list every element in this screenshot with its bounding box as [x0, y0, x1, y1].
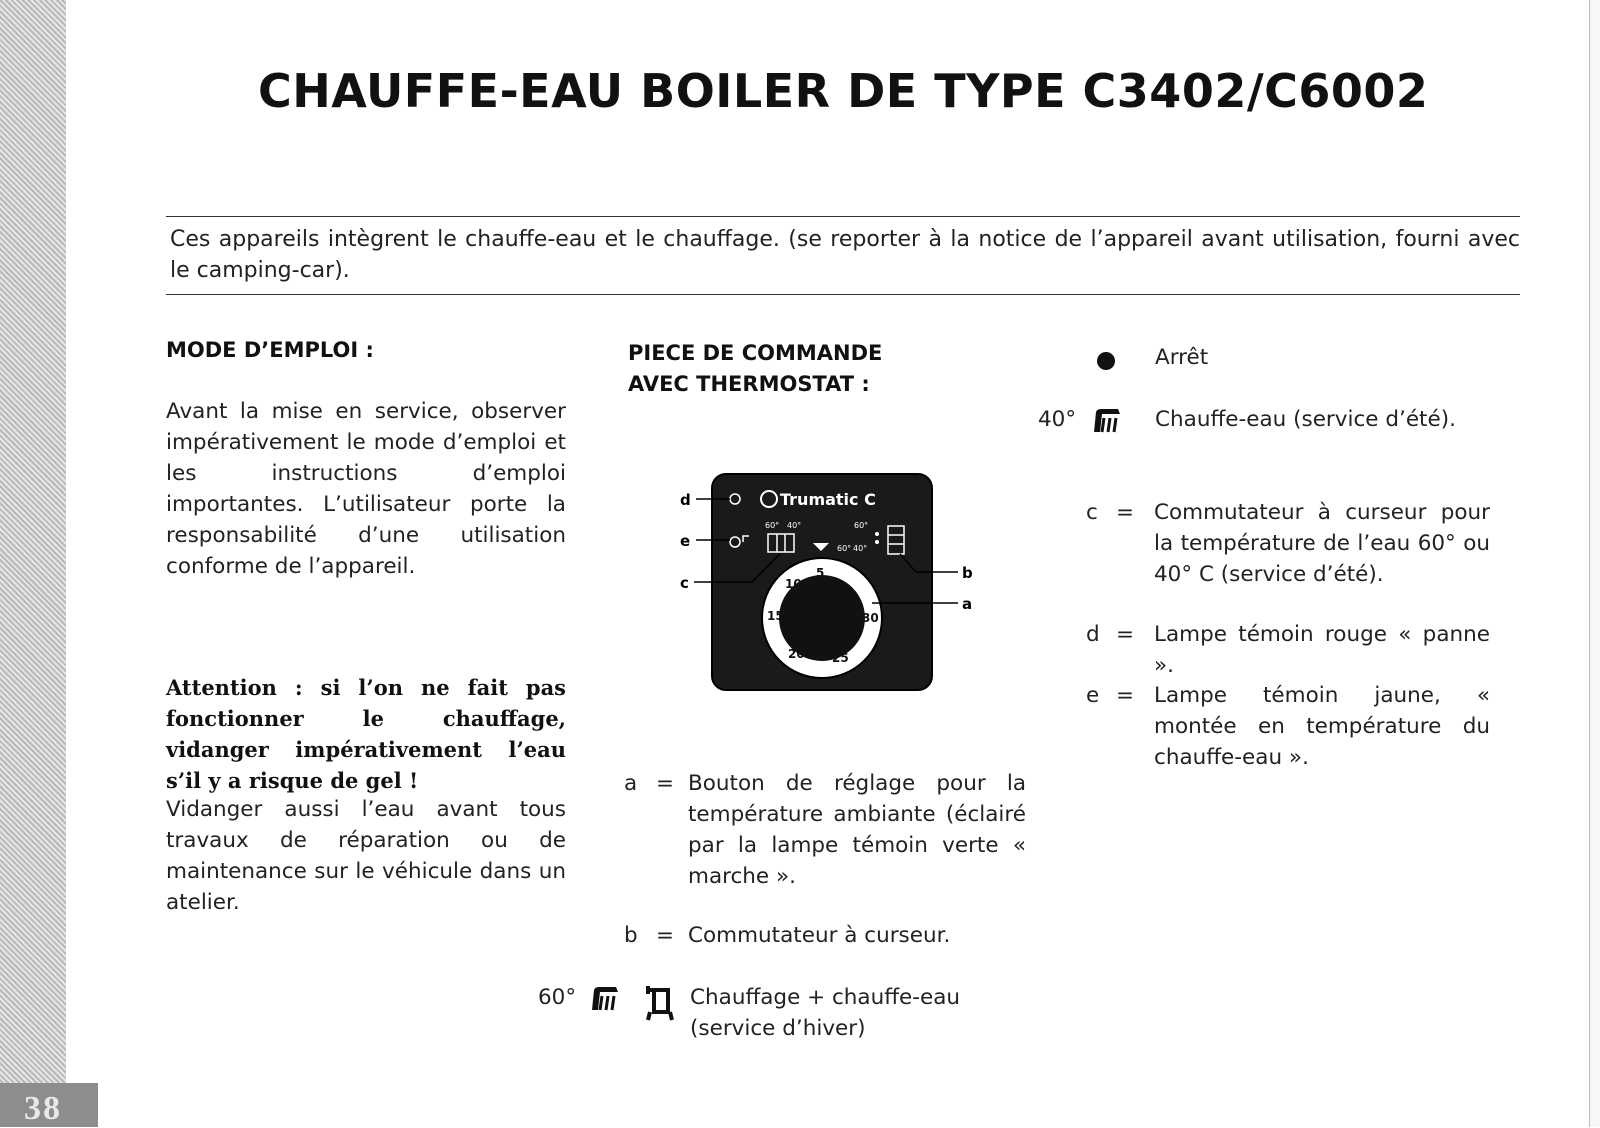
legend-b-key: b	[624, 923, 638, 948]
page-right-edge	[1589, 0, 1600, 1127]
page-title: CHAUFFE-EAU BOILER DE TYPE C3402/C6002	[258, 64, 1429, 118]
winter-text-2: (service d’hiver)	[690, 1016, 866, 1041]
legend-d-eq: =	[1116, 622, 1135, 647]
legend-e-key: e	[1086, 683, 1100, 708]
legend-d	[1086, 619, 1490, 678]
piece-commande-heading-1: PIECE DE COMMANDE	[628, 341, 883, 365]
intro-bottom-rule	[166, 294, 1520, 295]
switch-c-temp-60: 60°	[765, 521, 780, 530]
legend-a	[624, 768, 1028, 898]
callout-c: c	[680, 574, 689, 592]
winter-temp: 60°	[538, 985, 577, 1010]
legend-e-text: Lampe témoin jaune, « montée en température du chauffe-eau ».	[1154, 683, 1490, 770]
dial-mark-15: 15	[767, 609, 784, 623]
shower-icon	[588, 984, 622, 1014]
control-panel-diagram	[680, 470, 1000, 710]
legend-c-key: c	[1086, 500, 1098, 525]
legend-d-text: Lampe témoin rouge « panne ».	[1154, 622, 1490, 678]
summer-text: Chauffe-eau (service d’été).	[1155, 407, 1456, 432]
legend-d-key: d	[1086, 622, 1100, 647]
legend-c	[1086, 497, 1490, 597]
legend-a-key: a	[624, 771, 638, 796]
switch-b-temp-60a: 60°	[854, 521, 869, 530]
arret-label: Arrêt	[1155, 345, 1209, 370]
legend-a-text: Bouton de réglage pour la température ambiante (éclairé par la lampe témoin verte « marche ».	[688, 771, 1026, 889]
brand-label: Trumatic C	[780, 490, 876, 509]
page-number: 38	[24, 1090, 62, 1127]
attention-warning: Attention : si l’on ne fait pas fonctionner le chauffage, vidanger impérativement l’eau s’il y a risque de gel !	[166, 675, 566, 793]
legend-e-eq: =	[1116, 683, 1135, 708]
shower-icon-summer	[1090, 406, 1124, 436]
dial-mark-20: 20	[788, 647, 805, 661]
legend-b-eq: =	[656, 923, 675, 948]
off-dot-icon	[1097, 352, 1115, 370]
callout-e: e	[680, 532, 691, 550]
mode-emploi-paragraph: Avant la mise en service, observer impérativement le mode d’emploi et les instructions d’emploi importantes. L’utilisateur porte la responsabilité d’une utilisation conforme de l’appareil.	[166, 399, 566, 579]
switch-c-temp-40: 40°	[787, 521, 802, 530]
dial-mark-10: 10	[785, 577, 802, 591]
intro-text: Ces appareils intègrent le chauffe-eau et le chauffage. (se reporter à la notice de l’appareil avant utilisation, fourni avec le camping-car).	[170, 227, 1520, 283]
legend-c-eq: =	[1116, 500, 1135, 525]
switch-b-temp-40: 40°	[853, 544, 868, 553]
winter-text-1: Chauffage + chauffe-eau	[690, 985, 961, 1010]
legend-b-text: Commutateur à curseur.	[688, 923, 951, 948]
dial-mark-5: 5	[816, 566, 825, 580]
switch-b-temp-60b: 60°	[837, 544, 852, 553]
mode-emploi-heading: MODE D’EMPLOI :	[166, 338, 374, 362]
legend-b	[624, 920, 1028, 954]
dial-mark-25: 25	[832, 651, 849, 665]
scanned-page-edge	[0, 0, 66, 1127]
vidanger-paragraph: Vidanger aussi l’eau avant tous travaux de réparation ou de maintenance sur le véhicule dans un atelier.	[166, 797, 566, 915]
legend-a-eq: =	[656, 771, 675, 796]
callout-b: b	[962, 564, 973, 582]
callout-a: a	[962, 595, 973, 613]
radiator-heating-icon	[644, 982, 674, 1024]
summer-temp: 40°	[1038, 407, 1077, 432]
legend-c-text: Commutateur à curseur pour la température de l’eau 60° ou 40° C (service d’été).	[1154, 500, 1490, 587]
callout-d: d	[680, 491, 691, 509]
dial-mark-30: 30	[862, 611, 879, 625]
intro-top-rule	[166, 216, 1520, 217]
legend-e	[1086, 680, 1490, 780]
piece-commande-heading-2: AVEC THERMOSTAT :	[628, 372, 870, 396]
